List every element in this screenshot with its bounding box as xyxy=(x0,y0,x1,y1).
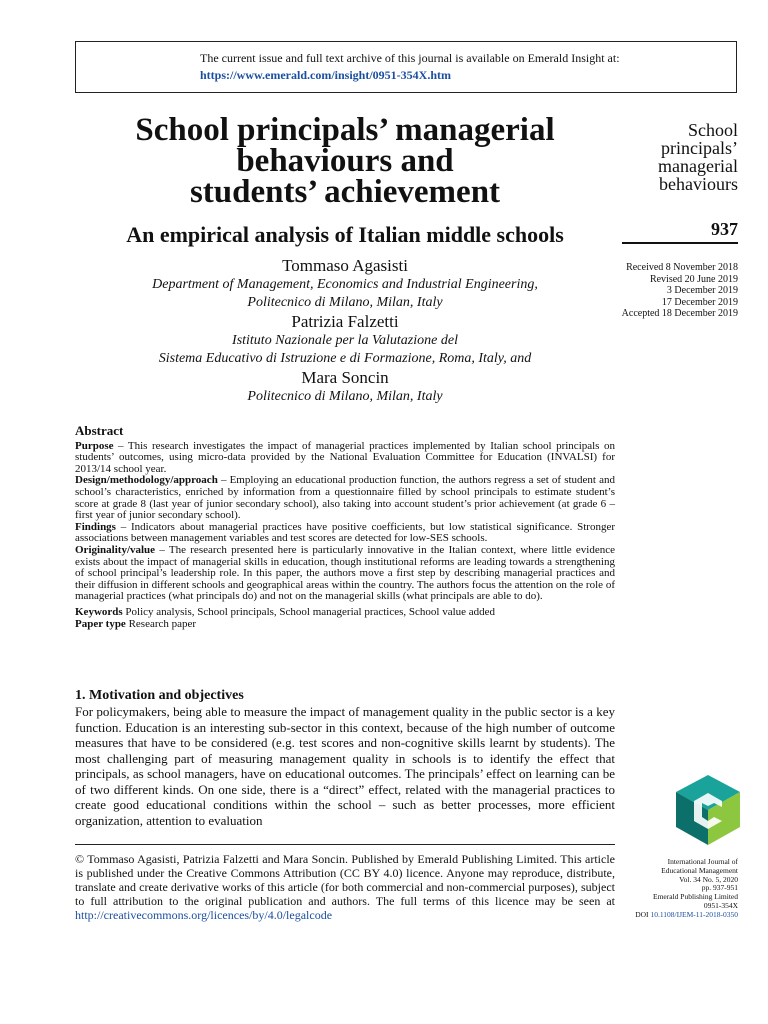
journal-line: 0951-354X xyxy=(703,900,738,910)
archive-url-link[interactable]: https://www.emerald.com/insight/0951-354X.htm xyxy=(200,68,451,82)
date-received: Received 8 November 2018 xyxy=(626,262,738,273)
title-line-1: School principals’ managerial xyxy=(135,112,555,148)
date-accepted: Accepted 18 December 2019 xyxy=(621,308,738,319)
abstract-originality xyxy=(75,545,615,603)
running-title-line: managerial xyxy=(658,156,738,176)
footnote-rule xyxy=(75,844,615,845)
date-revised: 3 December 2019 xyxy=(666,285,738,296)
date-revised: Revised 20 June 2019 xyxy=(649,273,738,285)
running-title xyxy=(600,121,738,193)
author-affiliation: Sistema Educativo di Istruzione e di Formazione, Roma, Italy, and xyxy=(158,351,532,366)
section-heading: 1. Motivation and objectives xyxy=(75,688,244,703)
archive-notice-box xyxy=(75,41,737,93)
abstract-label: Purpose xyxy=(75,439,114,452)
running-title-line: principals’ xyxy=(661,138,738,158)
section-body: For policymakers, being able to measure the impact of management quality in the public sector is a key function. Education is an interesting sub-sector in this context, because of the high number of outcome measures that have to be considered (e.g. test scores and non-cognitive skills learnt by students). The most challenging part of measuring management quality in schools is to identify the effect that principals, as school managers, have on educational outcomes. The principals’ effect on learning can be of two different kinds. On one side, there is a “direct” effect, related with the managerial practices to create good educational conditions within the school – such as better processes, more efficient organization, attention to evaluation xyxy=(75,704,615,828)
abstract-label: Keywords xyxy=(75,605,123,618)
running-title-line: behaviours xyxy=(659,174,738,194)
abstract xyxy=(75,425,615,630)
abstract-text: – The research presented here is particularly innovative in the Italian context, where little evidence exists about the impact of managerial skills in education, though institutional reforms are leading towards a strengthening of school principal’s leadership role. In this paper, the authors move a first step by describing managerial practices and their diffusion in different schools and geographical areas within the country. The authors focus the attention on the role of managerial practices (what principals do) and not on the managerial skills (what principals are able to do). xyxy=(75,543,615,603)
running-title-line: School xyxy=(687,120,738,140)
abstract-label: Paper type xyxy=(75,617,126,630)
abstract-design xyxy=(75,475,615,521)
doi-link[interactable]: 10.1108/IJEM-11-2018-0350 xyxy=(650,909,738,919)
author-affiliation: Istituto Nazionale per la Valutazione del xyxy=(232,333,458,348)
emerald-logo xyxy=(676,775,740,845)
section-motivation xyxy=(75,688,615,828)
journal-line: Emerald Publishing Limited xyxy=(653,892,738,902)
author-name: Tommaso Agasisti xyxy=(282,256,408,275)
article-title xyxy=(70,112,620,210)
author-affiliation: Department of Management, Economics and Industrial Engineering, xyxy=(152,277,538,292)
author-name: Patrizia Falzetti xyxy=(291,312,399,331)
author-name: Mara Soncin xyxy=(301,368,389,387)
abstract-heading: Abstract xyxy=(75,423,124,438)
abstract-purpose xyxy=(75,441,615,476)
archive-notice-text: The current issue and full text archive of this journal is available on Emerald Insight at: xyxy=(200,51,620,65)
abstract-label: Design/methodology/approach xyxy=(75,474,218,487)
journal-line: pp. 937-951 xyxy=(701,883,738,893)
license-note xyxy=(75,852,615,922)
doi-label: DOI xyxy=(635,909,651,919)
abstract-text: – Indicators about managerial practices have positive coefficients, but low statistical significance. Stronger associations between management variables and test scores are detected for low-SES schools. xyxy=(75,520,615,545)
margin-rule xyxy=(622,242,738,244)
journal-doi xyxy=(600,911,738,920)
journal-line: Educational Management xyxy=(661,865,738,875)
journal-info xyxy=(600,858,738,920)
article-dates xyxy=(600,262,738,320)
page-number: 937 xyxy=(711,219,738,239)
date-revised: 17 December 2019 xyxy=(661,296,738,308)
journal-line: International Journal of xyxy=(667,857,738,866)
abstract-text: Research paper xyxy=(125,617,197,630)
abstract-label: Originality/value xyxy=(75,543,156,556)
author-affiliation: Politecnico di Milano, Milan, Italy xyxy=(247,389,443,404)
article-subtitle: An empirical analysis of Italian middle schools xyxy=(126,222,564,247)
title-line-3: students’ achievement xyxy=(189,174,501,210)
abstract-text: – This research investigates the impact of managerial practices implemented by Italian school principals on students’ outcomes, using micro-data provided by the National Evaluation Committee for Education (INVALSI) for 2013/14 school year. xyxy=(75,439,615,475)
author-block xyxy=(90,256,600,406)
title-line-2: behaviours and xyxy=(236,143,454,179)
author-affiliation: Politecnico di Milano, Milan, Italy xyxy=(247,295,443,310)
abstract-text: – Employing an educational production function, the authors regress a set of student and school’s characteristics, enriched by information from a questionnaire filled by school principals to estimate student’s score at grade 8 (last year of junior secondary school), also taking into account student’s prior achievement (at grade 6 – first year of junior secondary school). xyxy=(75,474,615,522)
journal-line: Vol. 34 No. 5, 2020 xyxy=(679,874,738,884)
abstract-text: Policy analysis, School principals, School managerial practices, School value added xyxy=(122,605,496,618)
license-link[interactable]: http://creativecommons.org/licences/by/4.0/legalcode xyxy=(75,908,333,922)
license-text: © Tommaso Agasisti, Patrizia Falzetti and Mara Soncin. Published by Emerald Publishing Limited. This article is published under the Creative Commons Attribution (CC BY 4.0) licence. Anyone may reproduce, distribute, translate and create derivative works of this article (for both commercial and non-commercial purposes), subject to full attribution to the original publication and authors. The full terms of this licence may be seen at xyxy=(75,852,615,908)
abstract-findings xyxy=(75,522,615,545)
abstract-label: Findings xyxy=(75,520,116,533)
abstract-paper-type xyxy=(75,619,615,631)
